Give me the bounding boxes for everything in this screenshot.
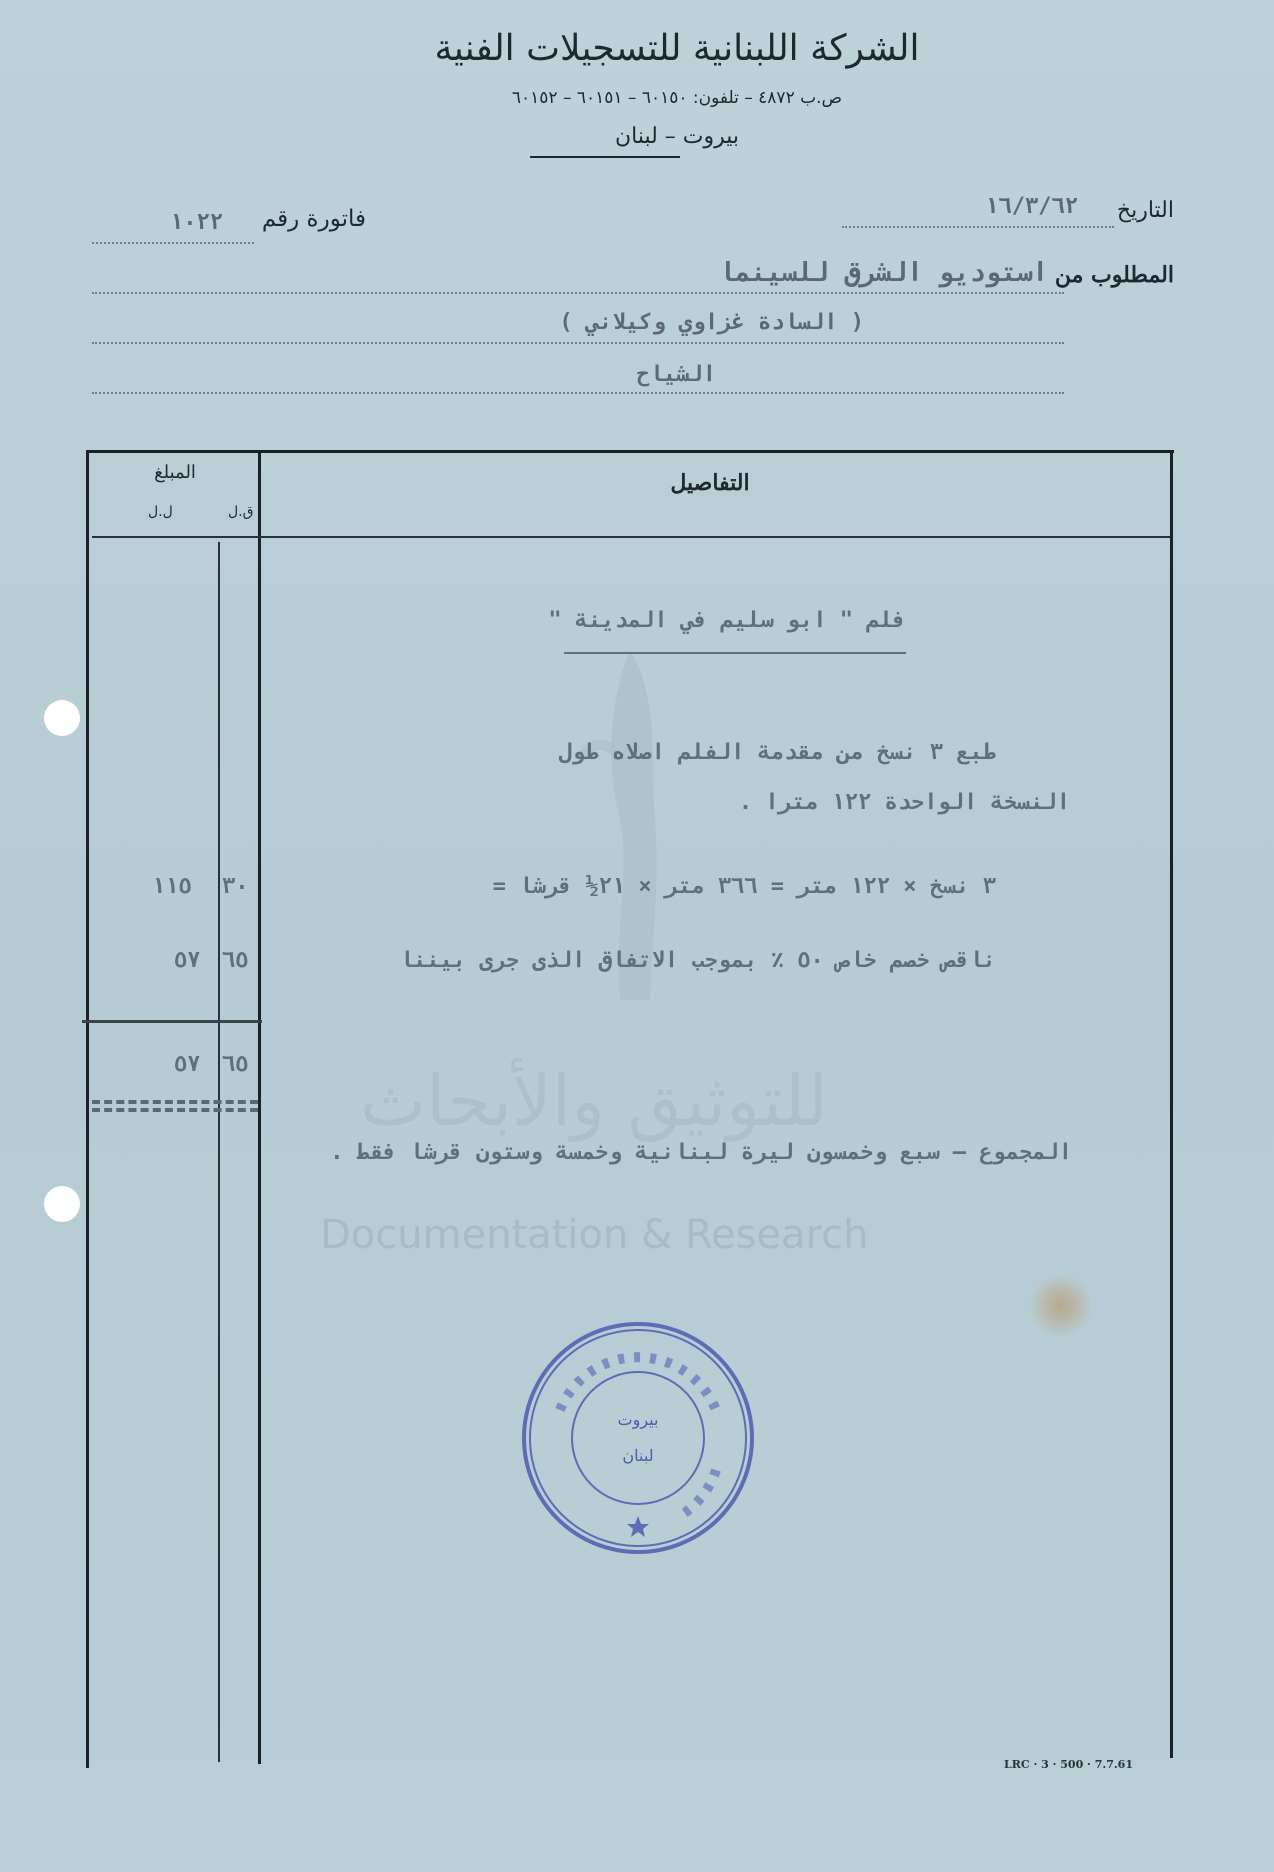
table-right-border [1170,450,1173,1758]
stamp-seal-icon [520,1320,756,1556]
calc-amount-pounds: ١١٥ [152,874,192,899]
recipient-line-1: استوديو الشرق للسينما [719,258,1048,288]
discount-amount-pounds: ٥٧ [174,948,201,973]
discount-line: ناقص خصم خاص ٥٠ ٪ بموجب الاتفاق الذى جرى بيننا [399,948,996,973]
table-top-border [88,450,1174,453]
company-name: الشركة اللبنانية للتسجيلات الفنية [434,28,920,69]
paper-stain [1026,1276,1096,1336]
company-contact: ص.ب ٤٨٧٢ – تلفون: ٦٠١٥٠ – ٦٠١٥١ – ٦٠١٥٢ [511,88,843,108]
stamp-center-line-1: بيروت [617,1410,659,1429]
invoice-number-dotted-line [92,242,254,244]
date-dotted-line [842,226,1114,228]
due-from-label: المطلوب من [1054,262,1174,288]
recipient-dotted-line-1 [92,292,1064,294]
subtotal-rule [82,1020,262,1023]
discount-amount-piasters: ٦٥ [222,948,249,973]
recipient-line-2: ( السادة غزاوي وكيلاني ) [559,310,864,335]
description-line-2: النسخة الواحدة ١٢٢ مترا . [738,790,1070,815]
header-underline [530,156,680,158]
table-header-bottom [92,536,1170,538]
total-amount-pounds: ٥٧ [174,1052,201,1077]
date-value: ١٦/٣/٦٢ [985,194,1078,219]
table-column-divider [258,450,261,1764]
punch-hole-top [44,700,80,736]
film-title: فلم " ابو سليم في المدينة " [548,608,906,633]
stamp-center-line-2: لبنان [622,1446,654,1465]
table-left-border [86,450,89,1768]
total-double-rule-1 [92,1100,258,1104]
total-in-words: المجموع – سبع وخمسون ليرة لبنانية وخمسة وستون قرشا فقط . [330,1140,1072,1165]
watermark-arabic: للتوثيق والأبحاث [360,1060,829,1142]
invoice-number-value: ١٠٢٢ [170,210,223,235]
description-line-1: طبع ٣ نسخ من مقدمة الفلم اصلاه طول [558,740,996,765]
company-stamp [520,1320,756,1556]
invoice-number-label: فاتورة رقم [261,206,366,232]
unit-piasters-label: ق.ل [228,504,254,520]
watermark-english: Documentation & Research [320,1212,869,1258]
calc-amount-piasters: ٣٠ [222,874,249,899]
amount-subcolumn-divider [218,542,220,1762]
company-city: بيروت – لبنان [614,124,740,149]
date-label: التاريخ [1116,198,1174,223]
calculation-line: ٣ نسخ × ١٢٢ متر = ٣٦٦ متر × ٢١½ قرشا = [492,874,996,899]
recipient-dotted-line-3 [92,392,1064,394]
details-header: التفاصيل [670,470,750,496]
film-title-underline [564,652,906,654]
amount-header: المبلغ [154,462,196,483]
recipient-line-3: الشياح [636,362,716,387]
total-amount-piasters: ٦٥ [222,1052,249,1077]
total-double-rule-2 [92,1108,258,1112]
unit-pounds-label: ل.ل [148,504,173,520]
recipient-dotted-line-2 [92,342,1064,344]
punch-hole-bottom [44,1186,80,1222]
print-code: LRC · 3 · 500 · 7.7.61 [1004,1758,1133,1771]
